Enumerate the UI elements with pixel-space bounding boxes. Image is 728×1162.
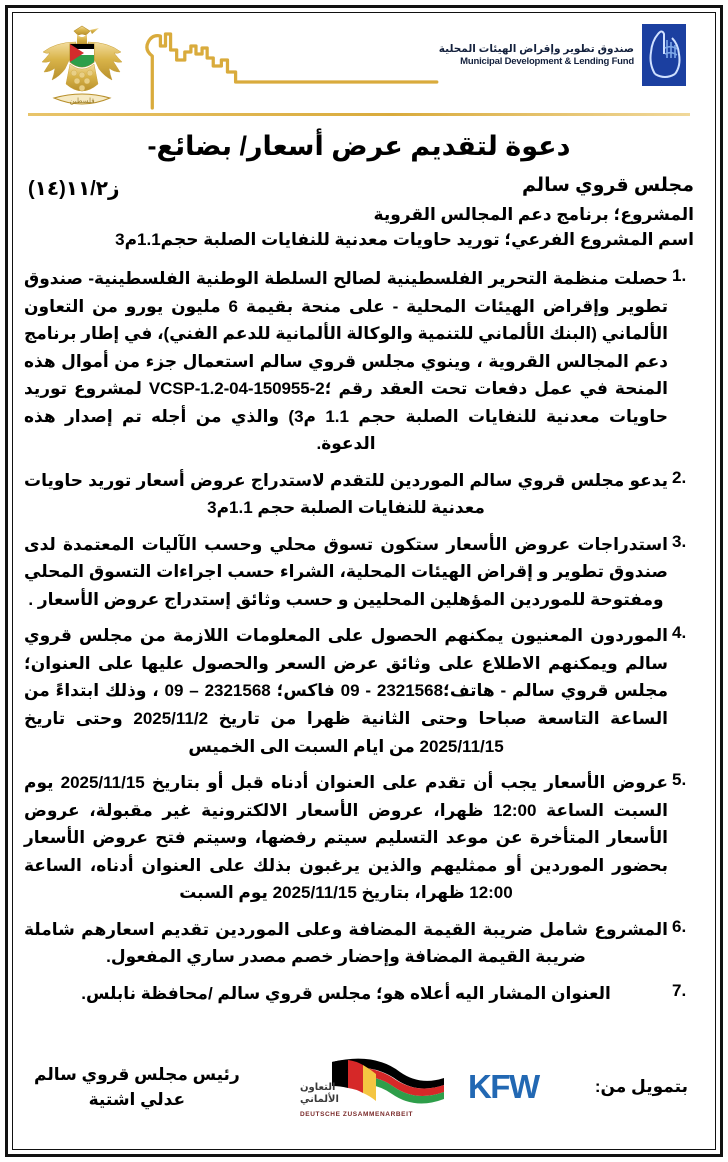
mdlf-logo: [439, 24, 686, 86]
mdlf-hand-mark-icon: [642, 24, 686, 86]
clause-text: استدراجات عروض الأسعار ستكون تسوق محلي وحسب الآليات المعتمدة لدى صندوق تطوير و إقراض الهيئات المحلية، الشراء حسب اجراءات التسوق المحلي ومفتوحة للموردين المؤهلين المحليين و حسب وثائق إستدراج عروض الأسعار .: [24, 534, 668, 609]
signature-name: عدلي اشتية: [88, 1090, 186, 1109]
mdlf-arabic-name: صندوق تطوير وإقراض الهيئات المحلية: [438, 42, 634, 55]
document-header: [24, 14, 694, 122]
clause-text: يدعو مجلس قروي سالم الموردين للتقدم لاستدراج عروض أسعار توريد حاويات معدنية للنفايات الصلبة حجم 1.1م3: [24, 470, 668, 518]
clause-text: المشروع شامل ضريبة القيمة المضافة وعلى الموردين تقديم اسعارهم شاملة ضريبة القيمة المضافة وإحضار خصم مصدر ساري المفعول.: [24, 919, 668, 967]
clause-item: [24, 916, 694, 971]
clause-text: الموردون المعنيون يمكنهم الحصول على المعلومات اللازمة من مجلس قروي سالم ويمكنهم الاطلاع على وثائق عرض السعر والحصول عليها على العنوان؛ مجلس قروي سالم - هاتف؛2321568 - 09 فاكس؛ 2321568 – 09 ، وذلك ابتداءً من الساعة التاسعة صباحا وحتى الثانية ظهرا من تاريخ 2025/11/2 وحتى تاريخ 2025/11/15 من ايام السبت الى الخميس: [24, 626, 669, 756]
clause-number: 2.: [672, 467, 687, 487]
clause-text: حصلت منظمة التحرير الفلسطينية لصالح السلطة الوطنية الفلسطينية- صندوق تطوير وإقراض الهيئات المحلية - على منحة بقيمة 6 مليون يورو من التعاون الألماني (البنك الألماني للتنمية والوكالة الألمانية للدعم الفني)، في إطار برنامج دعم المجالس القروية ، وينوي مجلس قروي سالم استعمال جزء من أموال هذه المنحة في عمل دفعات تحت العقد رقم ؛2-VCSP-1.2-04-150955 لمشروع توريد حاويات معدنية للنفايات الصلبة حجم 1.1 م3) والذي من أجله تم إصدار هذه الدعوة.: [24, 269, 668, 454]
donor-logos: [240, 1056, 595, 1118]
german-cooperation-logo: [296, 1056, 446, 1118]
svg-text:فلسطين: فلسطين: [69, 97, 95, 105]
document-footer: [24, 1046, 694, 1128]
german-arabic-line-1: التعاون: [299, 1082, 336, 1093]
project-line: المشروع؛ برنامج دعم المجالس القروية: [373, 204, 694, 224]
clause-list: [24, 265, 694, 1007]
page-title: دعوة لتقديم عرض أسعار/ بضائع-: [147, 131, 571, 161]
funded-by-label: بتمويل من:: [594, 1077, 688, 1096]
clause-number: 6.: [672, 916, 687, 936]
clause-item: [24, 265, 694, 458]
signature-title: رئيس مجلس قروي سالم: [34, 1064, 240, 1084]
kfw-logo: KFW: [467, 1068, 539, 1105]
german-arabic-line-2: الألماني: [299, 1093, 339, 1105]
german-logo-caption: [300, 1082, 413, 1118]
clause-item: [24, 622, 694, 760]
clause-item: [24, 531, 694, 614]
mdlf-english-name: Municipal Development & Lending Fund: [460, 55, 634, 67]
german-caption-text: DEUTSCHE ZUSAMMENARBEIT: [299, 1111, 414, 1118]
header-gold-rule: [28, 113, 690, 116]
clause-number: 3.: [672, 531, 687, 551]
mdlf-logo-text: [439, 42, 634, 69]
clause-text: العنوان المشار اليه أعلاه هو؛ مجلس قروي سالم /محافظة نابلس.: [81, 983, 611, 1003]
clause-item: [24, 467, 694, 522]
meta-row: [24, 174, 694, 202]
clause-text: عروض الأسعار يجب أن تقدم على العنوان أدناه قبل أو بتاريخ 2025/11/15 يوم السبت الساعة 12:00 ظهرا، عروض الأسعار الالكترونية غير مقبولة، عروض الأسعار المتأخرة عن موعد التسليم سيتم رفضها، وسيتم فتح عروض الأسعار بحضور الموردين أو ممثليهم والذين يرغبون بذلك على العنوان أدناه، الساعة 12:00 ظهرا، بتاريخ 2025/11/15 يوم السبت: [24, 773, 668, 903]
palestinian-eagle-emblem-icon: [30, 18, 134, 118]
clause-number: 7.: [672, 980, 687, 1000]
city-skyline-icon: [134, 24, 439, 110]
document-content: [10, 10, 708, 1142]
clause-number: 1.: [672, 266, 687, 286]
subproject-line: اسم المشروع الفرعي؛ توريد حاويات معدنية للنفايات الصلبة حجم1.1م3: [115, 230, 694, 250]
reference-number: ز١١/٢(١٤): [28, 177, 120, 200]
clause-number: 5.: [672, 770, 687, 790]
clause-number: 4.: [672, 623, 687, 643]
clause-item: [24, 980, 694, 1008]
signature-block: [24, 1062, 240, 1113]
clause-item: [24, 769, 694, 907]
council-name: مجلس قروي سالم: [522, 174, 694, 196]
